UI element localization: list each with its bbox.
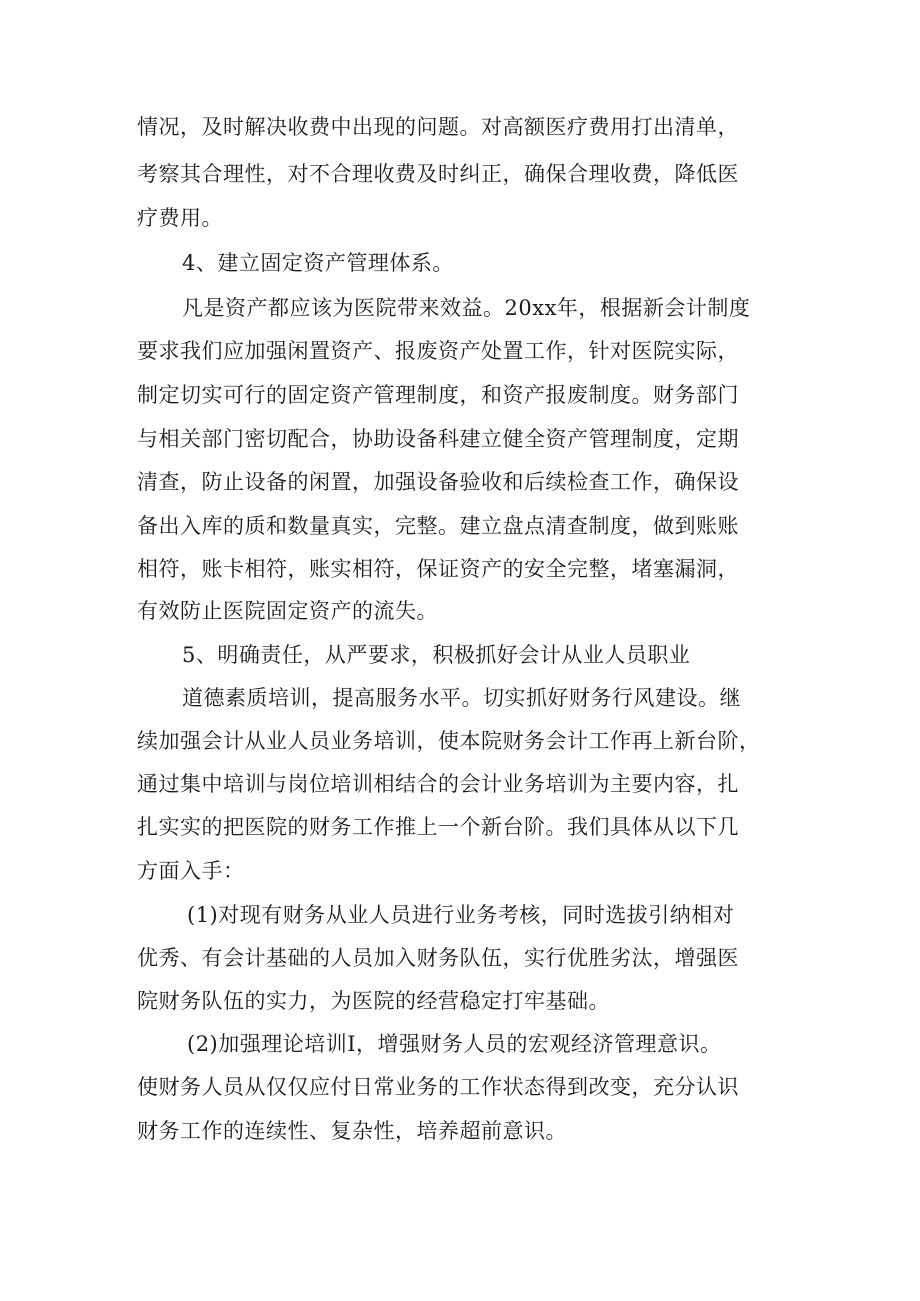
text-line: 院财务队伍的实力，为医院的经营稳定打牢基础。 (137, 989, 610, 1013)
list-item: (1)对现有财务从业人员进行业务考核，同时选拔引纳相对 (187, 903, 735, 927)
text-line: 道德素质培训，提高服务水平。切实抓好财务行风建设。继 (182, 686, 741, 710)
text-line: 使财务人员从仅仅应付日常业务的工作状态得到改变，充分认识 (137, 1075, 739, 1099)
text-line: 有效防止医院固定资产的流失。 (137, 599, 438, 623)
text-line: 要求我们应加强闲置资产、报废资产处置工作，针对医院实际， (137, 339, 739, 363)
text-line: 情况，及时解决收费中出现的问题。对高额医疗费用打出清单， (137, 115, 739, 139)
list-item: (2)加强理论培训I，增强财务人员的宏观经济管理意识。 (187, 1032, 722, 1056)
text-line: 优秀、有会计基础的人员加入财务队伍，实行优胜劣汰，增强医 (137, 946, 739, 970)
text-line: 扎实实的把医院的财务工作推上一个新台阶。我们具体从以下几 (137, 815, 739, 839)
text-line: 凡是资产都应该为医院带来效益。20xx年，根据新会计制度 (182, 296, 751, 320)
text-line: 备出入库的质和数量真实，完整。建立盘点清查制度，做到账账 (137, 514, 739, 538)
text-line: 方面入手： (137, 859, 245, 883)
text-line: 与相关部门密切配合，协助设备科建立健全资产管理制度，定期 (137, 427, 739, 451)
section-heading: 4、建立固定资产管理体系。 (182, 251, 454, 275)
section-heading: 5、明确责任，从严要求，积极抓好会计从业人员职业 (182, 643, 691, 667)
text-line: 通过集中培训与岗位培训相结合的会计业务培训为主要内容，扎 (137, 772, 739, 796)
text-line: 财务工作的连续性、复杂性，培养超前意识。 (137, 1119, 567, 1143)
text-line: 考察其合理性，对不合理收费及时纠正，确保合理收费，降低医 (137, 162, 739, 186)
text-line: 疗费用。 (137, 206, 223, 230)
text-line: 续加强会计从业人员业务培训，使本院财务会计工作再上新台阶， (137, 729, 761, 753)
text-line: 相符，账卡相符，账实相符，保证资产的安全完整，堵塞漏洞， (137, 557, 739, 581)
text-line: 清查，防止设备的闲置，加强设备验收和后续检查工作，确保设 (137, 470, 739, 494)
text-line: 制定切实可行的固定资产管理制度，和资产报废制度。财务部门 (137, 383, 739, 407)
